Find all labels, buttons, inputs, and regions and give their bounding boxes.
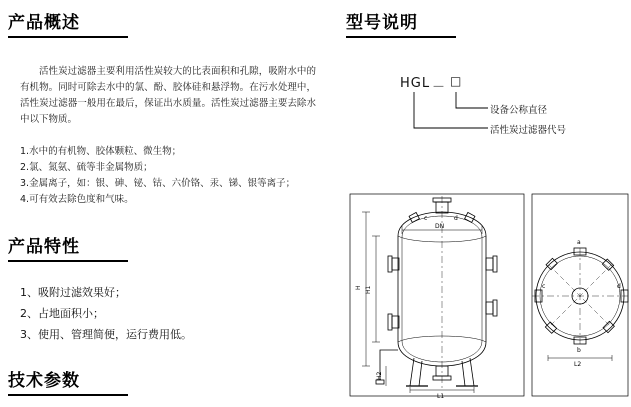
label-dn: DN <box>435 223 445 230</box>
label-h1: H1 <box>365 285 372 294</box>
features-title-underline <box>8 260 128 262</box>
label-a-top: a <box>577 239 581 246</box>
label-d-front: d <box>454 215 458 222</box>
features-title: 产品特性 <box>8 237 80 257</box>
overview-paragraph: 活性炭过滤器主要利用活性炭较大的比表面积和孔隙，吸附水中的有机物。同时可除去水中的氯、酚、胶体硅和悬浮物。在污水处理中，活性炭过滤器一般用在最后，保证出水质量。活性炭过滤器主要去除水中以下物质。 <box>20 66 316 125</box>
overview-title-block <box>8 8 128 38</box>
params-title-block <box>8 366 128 396</box>
overview-title-underline <box>8 36 128 38</box>
list-item: 4.可有效去除色度和气味。 <box>20 194 134 205</box>
label-d-top: d <box>617 283 621 290</box>
equipment-drawing <box>336 190 631 405</box>
list-item: 3.金属离子，如：银、砷、铋、钴、六价铬、汞、锑、银等离子； <box>20 178 296 189</box>
label-c-top: c <box>542 283 546 290</box>
overview-title: 产品概述 <box>8 13 80 33</box>
features-title-block <box>8 232 128 262</box>
list-item: 2.氯、氮氨、硫等非金属物质； <box>20 162 153 173</box>
label-h2: H2 <box>376 371 383 380</box>
list-item: 1.水中的有机物、胶体颗粒、微生物； <box>20 146 182 157</box>
label-l1: L1 <box>437 393 445 400</box>
label-l2: L2 <box>574 361 582 368</box>
model-label-diameter: 设备公称直径 <box>490 105 548 116</box>
label-h: H <box>355 285 362 290</box>
params-title: 技术参数 <box>8 371 80 391</box>
model-leader-lines <box>330 0 631 150</box>
overview-list <box>20 144 320 208</box>
right-column <box>330 0 631 407</box>
overview-paragraph-block <box>20 64 316 128</box>
list-item: 2、占地面积小； <box>20 307 104 320</box>
model-code-prefix: HGL <box>400 76 431 91</box>
model-title: 型号说明 <box>346 13 418 33</box>
model-code-box: □ <box>450 74 463 88</box>
features-list <box>20 282 320 345</box>
model-code-separator: － <box>432 80 447 95</box>
model-label-code: 活性炭过滤器代号 <box>490 125 567 136</box>
list-item: 3、使用、管理简便，运行费用低。 <box>20 328 192 341</box>
label-b-top: b <box>577 347 581 354</box>
list-item: 1、吸附过滤效果好； <box>20 286 126 299</box>
label-c-front: c <box>424 215 428 222</box>
params-title-underline <box>8 394 128 396</box>
